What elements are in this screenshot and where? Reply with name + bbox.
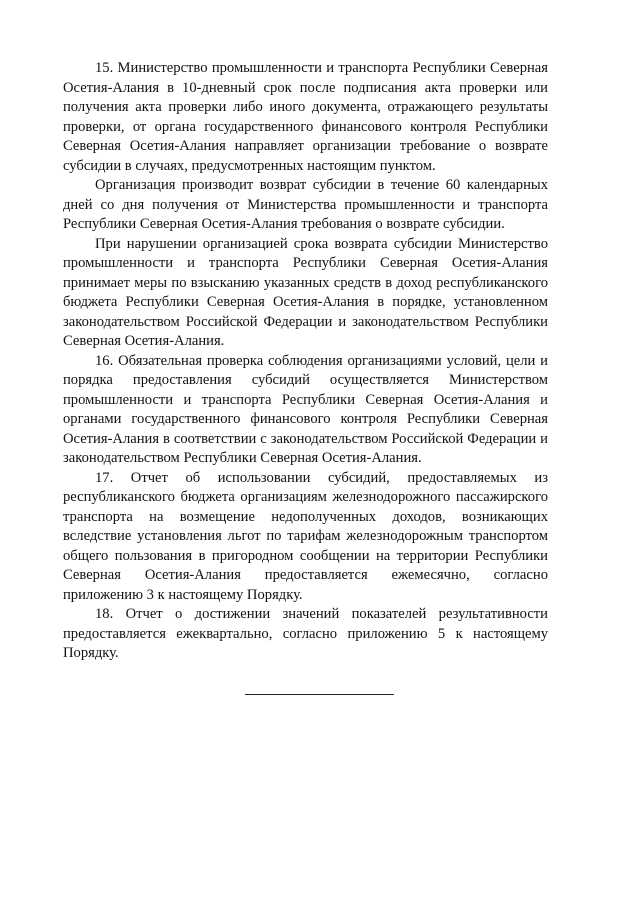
paragraph-15: 15. Министерство промышленности и транспорта Республики Северная Осетия-Алания в 10-дневный срок после подписания акта проверки или получения акта проверки либо иного документа, отражающего результаты проверки, от органа государственного финансового контроля Республики Северная Осетия-Алания направляет организации требование о возврате субсидии в случаях, предусмотренных настоящим пунктом. [63, 60, 548, 174]
paragraph-17: 17. Отчет об использовании субсидий, предоставляемых из республиканского бюджета организациям железнодорожного пассажирского транспорта на возмещение недополученных доходов, возникающих вследствие установления льгот по тарифам железнодорожным транспортом общего пользования в пригородном сообщении на территории Республики Северная Осетия-Алания предоставляется ежемесячно, согласно приложению 3 к настоящему Порядку. [63, 469, 548, 603]
paragraph-refund-term: Организация производит возврат субсидии в течение 60 календарных дней со дня получения от Министерства промышленности и транспорта Республики Северная Осетия-Алания требования о возврате субсидии. [63, 177, 548, 232]
paragraph-16: 16. Обязательная проверка соблюдения организациями условий, цели и порядка предоставления субсидий осуществляется Министерством промышленности и транспорта Республики Северная Осетия-Алания и органами государственного финансового контроля Республики Северная Осетия-Алания в соответствии с законодательством Российской Федерации и законодательством Республики Северная Осетия-Алания. [63, 352, 548, 466]
paragraph-18: 18. Отчет о достижении значений показателей результативности предоставляется ежеквартально, согласно приложению 5 к настоящему Порядку. [63, 606, 548, 661]
paragraph-refund-violation: При нарушении организацией срока возврата субсидии Министерство промышленности и транспорта Республики Северная Осетия-Алания принимает меры по взысканию указанных средств в доход республиканского бюджета Республики Северная Осетия-Алания в порядке, установленном законодательством Российской Федерации и законодательством Республики Северная Осетия-Алания. [63, 235, 548, 349]
end-separator-line [245, 694, 394, 695]
document-body [63, 59, 548, 664]
